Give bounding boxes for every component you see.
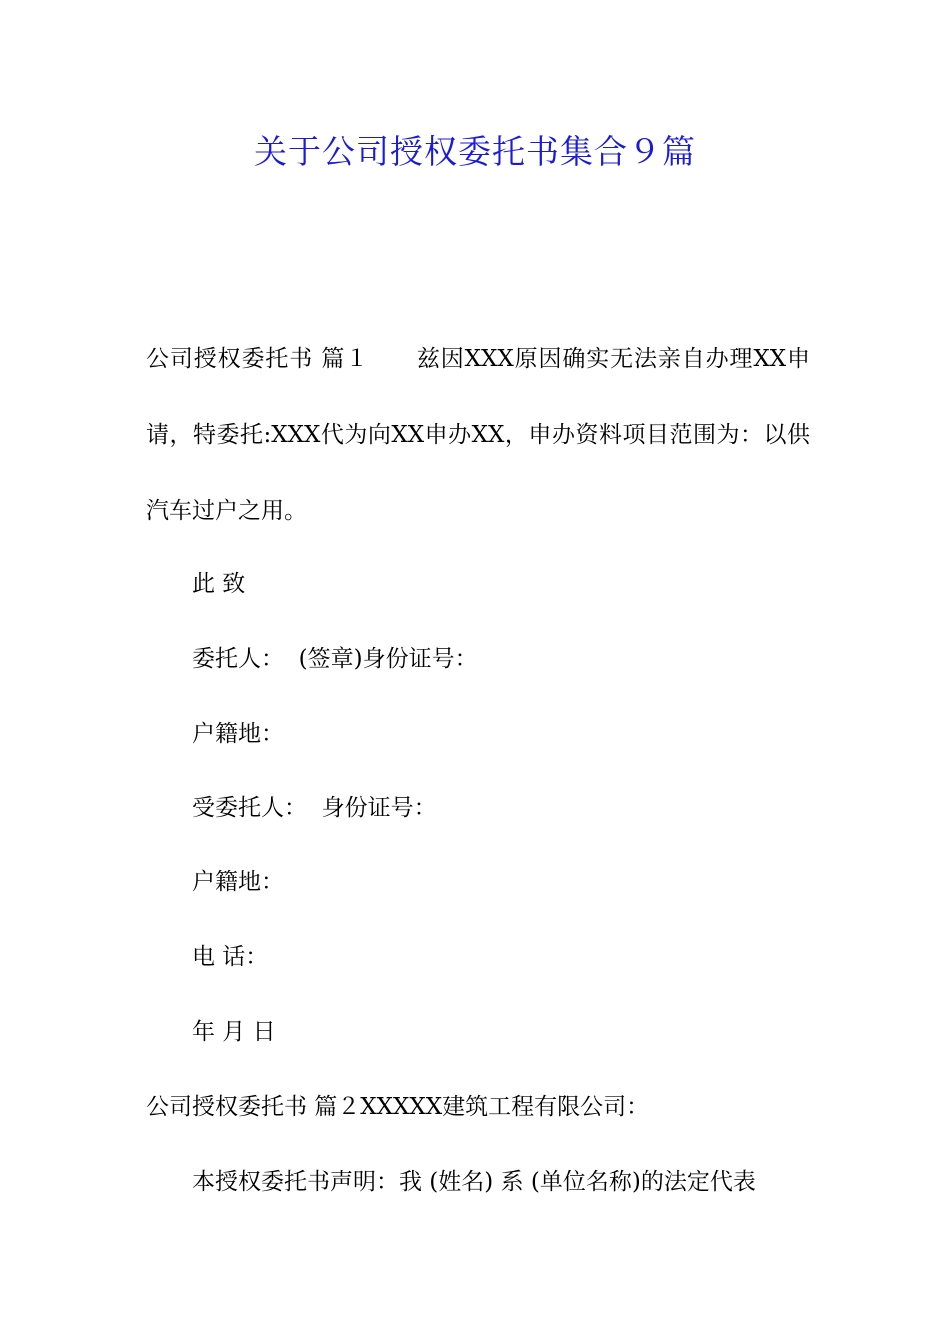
principal-domicile-line: 户籍地： bbox=[192, 721, 284, 747]
section1-opening-paragraph: 公司授权委托书 篇１ 兹因XXX原因确实无法亲自办理XX申请，特委托:XXX代为向XX申办XX，申办资料项目范围为：以供汽车过户之用。 bbox=[146, 346, 810, 524]
section2-heading: 公司授权委托书 篇２XXXXX建筑工程有限公司： bbox=[146, 1094, 650, 1120]
agent-line: 受委托人： 身份证号： bbox=[192, 795, 437, 821]
section2-statement: 本授权委托书声明：我 (姓名) 系 (单位名称)的法定代表 bbox=[192, 1169, 756, 1195]
phone-line: 电 话： bbox=[192, 944, 269, 970]
agent-domicile-line: 户籍地： bbox=[192, 869, 284, 895]
document-title: 关于公司授权委托书集合９篇 bbox=[254, 132, 696, 171]
closing-salutation: 此 致 bbox=[192, 571, 246, 597]
date-line: 年 月 日 bbox=[192, 1019, 276, 1045]
principal-line: 委托人： (签章)身份证号： bbox=[192, 646, 478, 672]
